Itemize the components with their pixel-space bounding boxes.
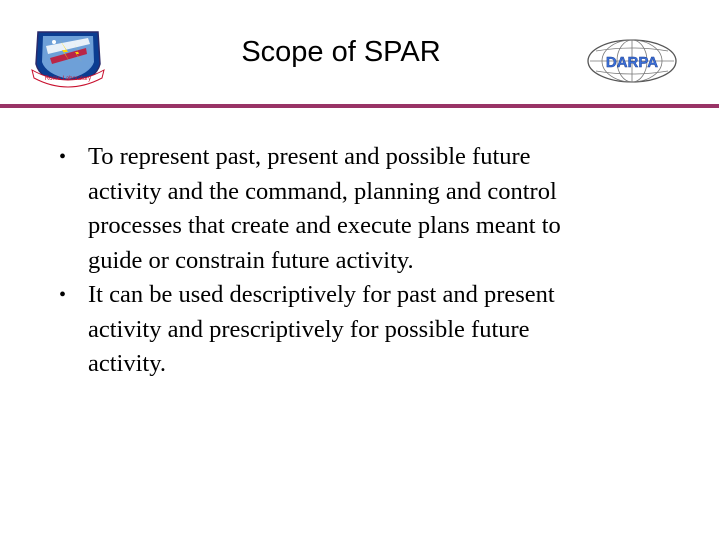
bullet-dot-icon: • (59, 146, 67, 168)
bullet-line: guide or constrain future activity. (88, 246, 414, 274)
bullet-item-1 (56, 140, 656, 278)
bullet-line: activity and the command, planning and control (88, 177, 557, 205)
bullet-line: activity and prescriptively for possible future (88, 315, 530, 343)
slide-title: Scope of SPAR (241, 36, 441, 68)
darpa-globe-icon (586, 38, 678, 84)
logo-ribbon-text: Rome Laboratory (44, 76, 92, 82)
bullet-list (56, 140, 656, 382)
bullet-dot-icon: • (59, 284, 67, 306)
bullet-item-2 (56, 278, 656, 382)
darpa-text: DARPA (605, 54, 659, 71)
title-divider (0, 104, 719, 108)
bullet-line: It can be used descriptively for past and present (88, 281, 555, 308)
bullet-line: To represent past, present and possible future (88, 143, 531, 170)
bullet-line: processes that create and execute plans meant to (88, 212, 561, 239)
bullet-line: activity. (88, 350, 167, 377)
